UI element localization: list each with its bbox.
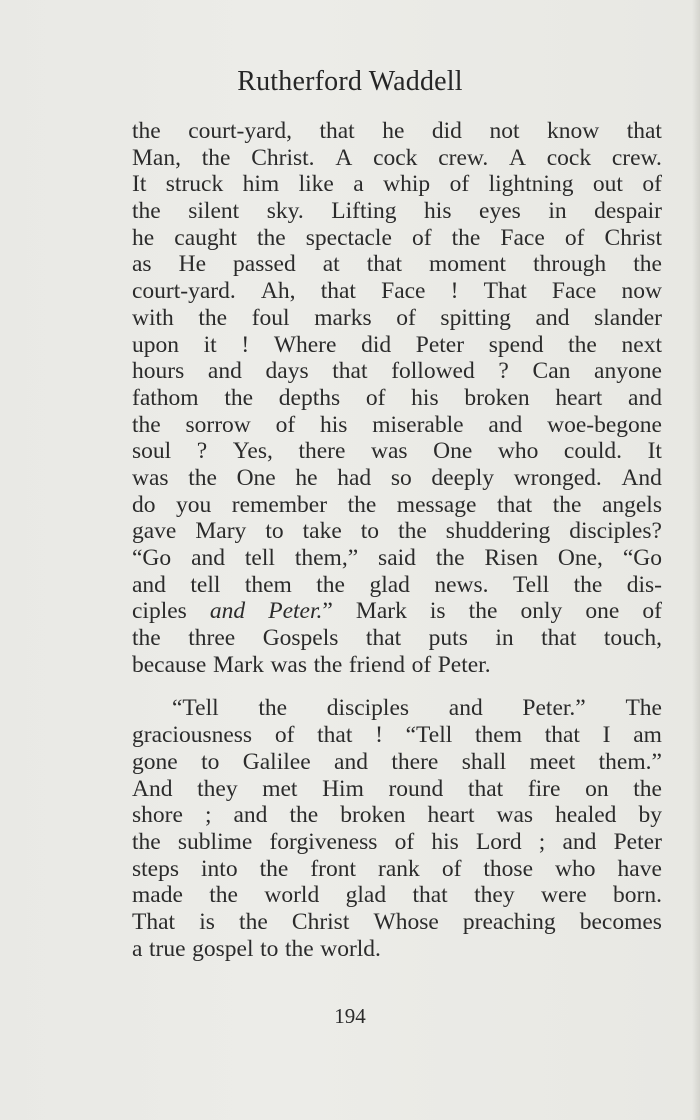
word: fire xyxy=(527,775,561,802)
word: ? xyxy=(498,358,509,385)
word: that xyxy=(366,251,402,278)
word: court-yard, xyxy=(188,118,292,144)
word: “Go xyxy=(622,545,662,571)
word: he xyxy=(295,464,318,491)
word: Christ xyxy=(604,224,662,251)
word: gospel xyxy=(192,935,254,962)
word: the xyxy=(347,491,377,518)
word: sorrow xyxy=(185,411,251,438)
word: It xyxy=(132,171,147,198)
word: and xyxy=(488,411,523,438)
word: shall xyxy=(461,748,507,775)
paragraph-gap xyxy=(132,678,662,695)
word: “Tell xyxy=(172,695,219,722)
word: had xyxy=(337,464,372,491)
word: spectacle xyxy=(305,224,392,251)
word: silent xyxy=(188,198,240,225)
word: wronged. xyxy=(513,464,602,491)
word: a xyxy=(353,171,364,198)
word: eyes xyxy=(479,198,521,225)
word: his xyxy=(411,384,439,411)
text-line xyxy=(132,332,662,359)
word: am xyxy=(633,722,662,749)
word: is xyxy=(429,598,446,625)
word: the xyxy=(201,144,231,171)
word: ciples xyxy=(132,598,187,625)
paragraph xyxy=(132,695,662,962)
word: is xyxy=(199,908,215,935)
word: A xyxy=(508,144,526,171)
word: “Go xyxy=(132,545,172,571)
word: Peter.” xyxy=(268,598,333,625)
word: Face xyxy=(381,278,426,305)
word: the xyxy=(132,411,161,438)
word: Peter. xyxy=(437,651,491,678)
text-line xyxy=(132,358,662,385)
word: broken xyxy=(464,384,530,411)
word: “Tell xyxy=(405,722,453,749)
word: Mark xyxy=(355,598,407,625)
text-line xyxy=(132,492,662,519)
word: Where xyxy=(273,331,337,358)
word: and xyxy=(448,695,483,722)
word: were xyxy=(540,882,587,909)
word: the xyxy=(633,775,662,802)
word: of xyxy=(642,171,662,198)
word: Gospels xyxy=(262,625,339,652)
word: out xyxy=(592,171,623,198)
word: by xyxy=(638,802,662,829)
word: anyone xyxy=(594,358,662,385)
word: meet xyxy=(529,748,576,775)
word: that xyxy=(541,625,577,652)
word: his xyxy=(431,828,459,855)
text-line xyxy=(132,545,662,572)
word: ! xyxy=(375,722,383,749)
word: And xyxy=(132,775,173,802)
word: the xyxy=(451,224,481,251)
word: angels xyxy=(601,491,662,518)
word: Ah, xyxy=(260,278,296,305)
word: because xyxy=(132,651,207,678)
word: puts xyxy=(428,625,468,652)
word: ; xyxy=(204,802,212,829)
word: Peter.” xyxy=(522,695,586,722)
word: did xyxy=(361,331,392,358)
text-line xyxy=(132,118,662,145)
word: I xyxy=(602,722,611,749)
word: upon xyxy=(132,331,179,358)
word: whip xyxy=(383,171,431,198)
word: Risen xyxy=(484,545,538,571)
text-line xyxy=(132,802,662,829)
word: he xyxy=(132,224,155,251)
word: Man, xyxy=(132,144,181,171)
word: friend xyxy=(348,651,405,678)
text-line xyxy=(132,305,662,332)
word: his xyxy=(424,198,452,225)
text-line xyxy=(132,652,662,679)
word: ? xyxy=(196,438,208,465)
word: those xyxy=(483,855,534,882)
word: Christ xyxy=(291,908,350,935)
running-head: Rutherford Waddell xyxy=(237,66,463,97)
word: preaching xyxy=(462,908,556,935)
word: remember xyxy=(231,491,328,518)
word: One xyxy=(433,438,473,465)
text-line xyxy=(132,856,662,883)
text-line xyxy=(132,695,662,722)
word: was xyxy=(132,464,169,491)
word: becomes xyxy=(579,908,662,935)
word: of xyxy=(642,598,662,625)
text-line xyxy=(132,909,662,936)
word: Mark xyxy=(212,651,264,678)
word: cock xyxy=(373,144,418,171)
word: who xyxy=(555,855,596,882)
word: was xyxy=(496,802,534,829)
word: world. xyxy=(320,935,381,962)
word: and xyxy=(207,358,242,385)
word: deeply xyxy=(431,464,495,491)
word: Peter xyxy=(415,331,465,358)
word: despair xyxy=(594,198,662,225)
word: met xyxy=(262,775,298,802)
word: that xyxy=(626,118,662,144)
word: Yes, xyxy=(232,438,273,465)
word: Him xyxy=(322,775,364,802)
word: to xyxy=(260,935,279,962)
word: that xyxy=(332,358,368,385)
word: gave xyxy=(132,518,177,545)
word: crew. xyxy=(611,144,662,171)
word: like xyxy=(298,171,334,198)
word: Can xyxy=(532,358,571,385)
word: of xyxy=(365,384,386,411)
text-line xyxy=(132,829,662,856)
word: spitting xyxy=(440,304,511,331)
text-line xyxy=(132,722,662,749)
word: that xyxy=(496,491,533,518)
word: in xyxy=(495,625,514,652)
page-edge-shadow xyxy=(692,0,700,1120)
word: of xyxy=(441,855,462,882)
word: One xyxy=(236,464,276,491)
word: ! xyxy=(241,331,250,358)
word: did xyxy=(431,118,462,144)
word: foul xyxy=(251,304,290,331)
word: of xyxy=(396,304,416,331)
word: and xyxy=(233,802,268,829)
word: soul xyxy=(132,438,172,465)
word: gone xyxy=(132,748,178,775)
word: and xyxy=(191,545,225,571)
word: the xyxy=(132,625,161,652)
word: That xyxy=(132,908,176,935)
word: to xyxy=(265,518,284,545)
word: dis- xyxy=(626,571,662,598)
word: He xyxy=(178,251,207,278)
word: only xyxy=(520,598,563,625)
text-line xyxy=(132,225,662,252)
word: fathom xyxy=(132,384,199,411)
text-line xyxy=(132,198,662,225)
word: the xyxy=(256,224,286,251)
word: of xyxy=(274,722,295,749)
word: them,” xyxy=(294,545,359,571)
word: they xyxy=(197,775,238,802)
word: tell xyxy=(244,545,275,571)
word: message xyxy=(396,491,477,518)
word: have xyxy=(617,855,662,882)
text-line xyxy=(132,145,662,172)
word: court-yard. xyxy=(132,278,236,305)
word: at xyxy=(322,251,340,278)
word: rank xyxy=(378,855,420,882)
word: and xyxy=(334,748,368,775)
word: one xyxy=(585,598,620,625)
word: that xyxy=(365,625,402,652)
word: forgiveness xyxy=(269,828,378,855)
word: of xyxy=(394,828,415,855)
word: not xyxy=(489,118,520,144)
word: glad xyxy=(345,882,387,909)
word: crew. xyxy=(438,144,489,171)
word: Whose xyxy=(373,908,439,935)
word: Peter xyxy=(613,828,662,855)
word: the xyxy=(132,118,161,144)
word: born. xyxy=(613,882,662,909)
word: Face xyxy=(500,224,545,251)
word: Face xyxy=(551,278,597,305)
word: disciples xyxy=(326,695,410,722)
word: through xyxy=(533,251,607,278)
word: ; xyxy=(538,828,546,855)
text-line xyxy=(132,598,662,625)
word: you xyxy=(176,491,212,518)
word: cock xyxy=(546,144,592,171)
word: broken xyxy=(340,802,406,829)
word: the xyxy=(239,908,268,935)
word: know xyxy=(546,118,600,144)
word: of xyxy=(411,651,432,678)
word: a xyxy=(132,935,143,962)
word: the xyxy=(468,598,498,625)
word: It xyxy=(647,438,662,465)
word: to xyxy=(360,518,380,545)
text-line xyxy=(132,776,662,803)
word: the xyxy=(552,491,582,518)
text-line xyxy=(132,518,662,545)
text-line xyxy=(132,278,662,305)
word: there xyxy=(298,438,346,465)
word: Christ. xyxy=(251,144,315,171)
word: hours xyxy=(132,358,185,385)
word: and xyxy=(132,571,166,598)
word: in xyxy=(548,198,567,225)
word: take xyxy=(302,518,342,545)
word: moment xyxy=(429,251,507,278)
word: sky. xyxy=(266,198,304,225)
word: caught xyxy=(174,224,237,251)
word: made xyxy=(132,882,183,909)
word: who xyxy=(497,438,539,465)
word: his xyxy=(319,411,348,438)
body-text xyxy=(132,118,662,962)
word: the xyxy=(259,855,289,882)
word: passed xyxy=(233,251,296,278)
word: the xyxy=(132,828,161,855)
word: round xyxy=(388,775,444,802)
word: do xyxy=(132,491,156,518)
text-line xyxy=(132,412,662,439)
word: the xyxy=(209,882,238,909)
word: marks xyxy=(314,304,372,331)
word: Mary xyxy=(195,518,247,545)
word: to xyxy=(201,748,220,775)
word: on xyxy=(585,775,609,802)
word: struck xyxy=(165,171,224,198)
word: the xyxy=(633,251,662,278)
word: with xyxy=(132,304,174,331)
word: Lifting xyxy=(331,198,397,225)
word: of xyxy=(411,224,432,251)
word: the xyxy=(398,518,427,545)
word: him xyxy=(242,171,280,198)
word: and xyxy=(562,828,597,855)
page-number: 194 xyxy=(334,1004,366,1028)
word: that xyxy=(412,882,448,909)
word: The xyxy=(625,695,662,722)
paragraph xyxy=(132,118,662,678)
word: the xyxy=(289,802,319,829)
word: and xyxy=(209,598,246,625)
word: shuddering xyxy=(445,518,551,545)
word: the xyxy=(224,384,254,411)
word: was xyxy=(270,651,307,678)
word: heart xyxy=(555,384,603,411)
word: of xyxy=(564,224,585,251)
word: next xyxy=(621,331,662,358)
word: graciousness xyxy=(132,722,253,749)
word: front xyxy=(310,855,357,882)
word: miserable xyxy=(372,411,464,438)
word: and xyxy=(628,384,662,411)
word: the xyxy=(284,935,314,962)
word: spend xyxy=(488,331,544,358)
word: it xyxy=(203,331,217,358)
word: the xyxy=(198,304,228,331)
word: glad xyxy=(369,571,410,598)
word: steps xyxy=(132,855,179,882)
word: the xyxy=(132,198,161,225)
text-line xyxy=(132,749,662,776)
word: the xyxy=(573,571,603,598)
word: that xyxy=(467,775,504,802)
text-line xyxy=(132,251,662,278)
text-line xyxy=(132,572,662,599)
word: he xyxy=(382,118,405,144)
word: depths xyxy=(278,384,341,411)
word: touch, xyxy=(603,625,662,652)
word: shore xyxy=(132,802,183,829)
word: now xyxy=(621,278,662,305)
word: three xyxy=(188,625,236,652)
word: disciples? xyxy=(569,518,662,545)
text-line xyxy=(132,171,662,198)
word: lightning xyxy=(488,171,574,198)
word: ! xyxy=(450,278,459,305)
word: the xyxy=(568,331,597,358)
word: A xyxy=(335,144,353,171)
word: the xyxy=(188,464,217,491)
word: news. xyxy=(434,571,489,598)
word: was xyxy=(370,438,408,465)
word: Tell xyxy=(512,571,550,598)
word: that xyxy=(320,278,356,305)
word: the xyxy=(316,571,345,598)
word: them.” xyxy=(598,748,662,775)
text-line xyxy=(132,936,662,963)
word: that xyxy=(544,722,580,749)
word: That xyxy=(483,278,527,305)
word: of xyxy=(449,171,470,198)
word: so xyxy=(390,464,412,491)
word: could. xyxy=(563,438,622,465)
word: the xyxy=(258,695,288,722)
text-line xyxy=(132,465,662,492)
word: true xyxy=(149,935,186,962)
word: sublime xyxy=(177,828,253,855)
word: And xyxy=(621,464,662,491)
word: there xyxy=(391,748,439,775)
word: world xyxy=(264,882,320,909)
word: slander xyxy=(594,304,662,331)
word: woe-begone xyxy=(547,411,662,438)
word: healed xyxy=(555,802,617,829)
text-line xyxy=(132,882,662,909)
word: as xyxy=(132,251,152,278)
word: followed xyxy=(391,358,475,385)
word: days xyxy=(265,358,309,385)
word: and xyxy=(535,304,570,331)
word: that xyxy=(319,118,355,144)
word: into xyxy=(201,855,238,882)
text-line xyxy=(132,385,662,412)
word: tell xyxy=(190,571,221,598)
word: Lord xyxy=(475,828,522,855)
word: Galilee xyxy=(242,748,311,775)
word: the xyxy=(435,545,465,571)
word: them xyxy=(474,722,522,749)
word: One, xyxy=(557,545,603,571)
word: that xyxy=(317,722,353,749)
word: of xyxy=(275,411,296,438)
text-line xyxy=(132,625,662,652)
word: said xyxy=(378,545,416,571)
word: the xyxy=(313,651,343,678)
text-line xyxy=(132,438,662,465)
word: they xyxy=(474,882,515,909)
word: heart xyxy=(427,802,475,829)
word: them xyxy=(244,571,292,598)
